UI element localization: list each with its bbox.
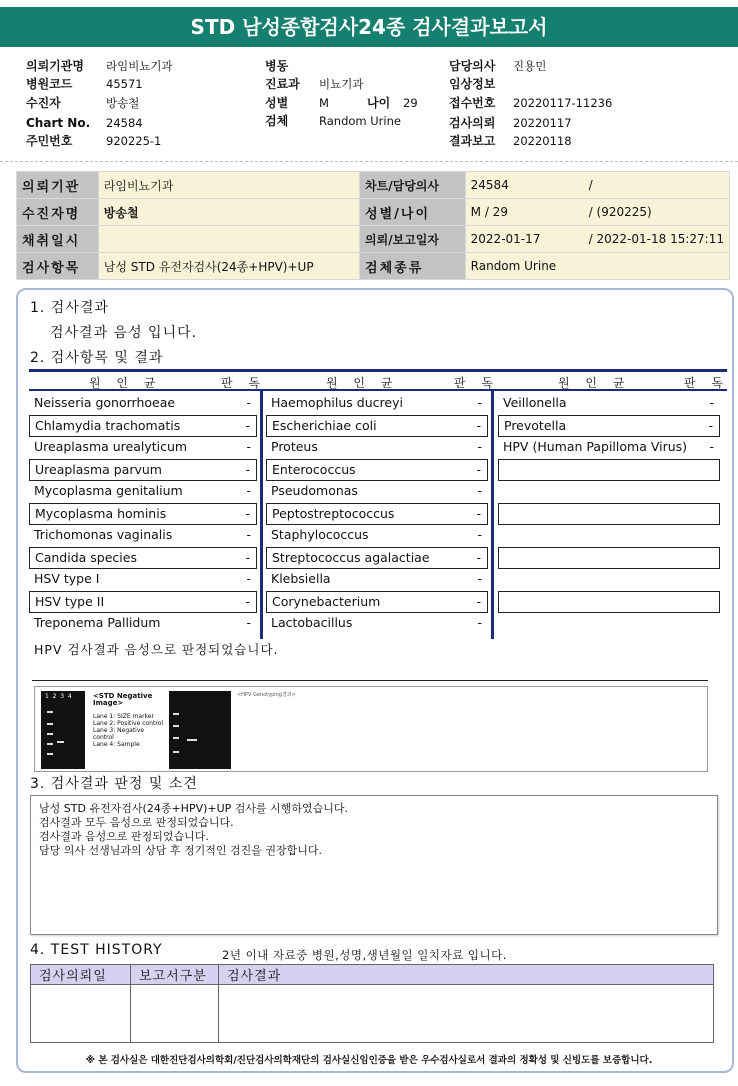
col-header-result: 판 독 [454,376,499,390]
pathogen-result: - [476,550,481,565]
pathogen-row [29,393,257,415]
pathogen-result: - [245,594,250,609]
col-header-pathogen: 원 인 균 [89,376,162,390]
history-cell [131,985,219,1043]
pathogen-name: Candida species [35,550,137,565]
history-note: 2년 이내 자료중 병원,성명,생년월일 일치자료 입니다. [222,948,507,962]
pathogen-name: Veillonella [503,395,567,410]
pathogen-row [266,459,488,481]
pathogen-result: - [246,571,251,586]
info-value [465,253,729,280]
pathogen-name: Trichomonas vaginalis [34,527,173,542]
gel-image [34,686,708,772]
meta-label: 의뢰기관명 [26,59,84,73]
finding-line: 검사결과 음성으로 판정되었습니다. [39,830,209,843]
pathogen-row [29,547,257,569]
meta-value: 24584 [106,116,143,130]
pathogen-row [29,613,257,635]
column-separator [491,391,494,639]
meta-label: 나이 [367,96,391,110]
meta-value: Random Urine [319,114,401,128]
col-header-pathogen: 원 인 균 [326,376,399,390]
meta-value: 29 [403,96,418,110]
info-header: 검체종류 [360,253,466,280]
pathogen-name: Escherichiae coli [272,418,377,433]
pathogen-name: Corynebacterium [272,594,381,609]
pathogen-name: Treponema Pallidum [34,615,161,630]
info-value: 방송철 [98,199,359,226]
info-value-part: / (920225) [588,205,652,219]
pathogen-result: - [245,418,250,433]
gel-caption-line: Lane 1: SIZE marker [93,713,154,720]
pathogen-result: - [246,439,251,454]
section1-result: 검사결과 음성 입니다. [50,325,198,341]
pathogen-name: Staphylococcus [271,527,369,542]
gel-lane-numbers: 1 2 3 4 [45,693,72,700]
hpv-note: HPV 검사결과 음성으로 판정되었습니다. [34,642,279,657]
section4-title: 4. TEST HISTORY [30,942,163,958]
info-value: 라임비뇨기과 [98,172,359,199]
findings-box [30,795,718,935]
meta-label: 접수번호 [449,96,496,110]
pathogen-result: - [245,462,250,477]
pathogen-result: - [477,483,482,498]
meta-value: 비뇨기과 [319,77,364,91]
gel-band [47,711,53,713]
pathogen-row [266,503,488,525]
pathogen-name: Chlamydia trachomatis [35,418,181,433]
info-value [465,199,729,226]
pathogen-name: Proteus [271,439,318,454]
pathogen-row [498,591,720,613]
pathogen-row [266,481,488,503]
meta-label: 결과보고 [449,134,496,148]
meta-label: 주민번호 [26,134,73,148]
meta-value: 라임비뇨기과 [106,59,173,73]
info-value-part: / 2022-01-18 15:27:11 [588,232,724,246]
meta-label: Chart No. [26,116,91,130]
pathogen-name: HSV type II [35,594,105,609]
pathogen-name: Ureaplasma urealyticum [34,439,188,454]
meta-value: 20220117-11236 [513,96,613,110]
info-value-part: Random Urine [470,259,557,273]
pathogen-name: HPV (Human Papilloma Virus) [503,439,688,454]
meta-block [0,0,738,160]
pathogen-row [266,613,488,635]
gel-band [47,733,53,735]
meta-value: 920225-1 [106,134,162,148]
info-value: 남성 STD 유전자검사(24종+HPV)+UP [98,253,359,280]
gel-photo-hpv [169,691,231,769]
gel-band [47,743,53,745]
image-rule [32,680,708,681]
pathogen-name: Enterococcus [272,462,356,477]
info-header: 차트/담당의사 [360,172,466,199]
gel-band [187,739,197,741]
pathogen-result: - [246,483,251,498]
info-header: 수진자명 [17,199,99,226]
pathogen-row [266,591,488,613]
gel-caption [93,693,165,748]
pathogen-result: - [476,462,481,477]
pathogen-row [29,503,257,525]
pathogen-result: - [708,418,713,433]
finding-line: 검사결과 모두 음성으로 판정되었습니다. [39,816,234,829]
gel-band [173,713,179,715]
pathogen-row [29,437,257,459]
pathogen-result: - [709,395,714,410]
pathogen-result: - [476,506,481,521]
info-header: 검사항목 [17,253,99,280]
meta-value: M [319,96,329,110]
pathogen-row [266,547,488,569]
pathogen-row [29,525,257,547]
pathogen-name: Ureaplasma parvum [35,462,162,477]
dashed-divider [0,161,738,162]
gel-caption-line: Lane 3: Negative control [93,727,145,741]
pathogen-name: Klebsiella [271,571,331,586]
pathogen-name: Prevotella [504,418,567,433]
pathogen-row [266,415,488,437]
pathogen-result: - [477,571,482,586]
meta-value: 20220118 [513,134,572,148]
pathogen-row [498,503,720,525]
history-header: 검사결과 [219,965,714,985]
pathogen-row [29,459,257,481]
meta-value: 방송철 [106,96,140,110]
info-value-part: 2022-01-17 [470,232,541,246]
pathogen-row [266,437,488,459]
pathogen-result: - [246,395,251,410]
meta-label: 성별 [265,96,289,110]
history-cell [219,985,714,1043]
column-separator [260,391,263,639]
pathogen-row [498,459,720,481]
meta-value: 45571 [106,77,143,91]
meta-label: 병동 [265,59,289,73]
meta-label: 담당의사 [449,59,496,73]
meta-label: 진료과 [265,77,300,91]
meta-value: 20220117 [513,116,572,130]
pathogen-row [29,481,257,503]
patient-info-table [16,171,730,280]
pathogen-name: Mycoplasma hominis [35,506,167,521]
footer-note: ※ 본 검사실은 대한진단검사의학회/진단검사의학재단의 검사실신임인증을 받은 우수검사실로서 결과의 정확성 및 신빙도를 보증합니다. [85,1055,653,1066]
pathogen-row [498,415,720,437]
meta-label: 임상정보 [449,77,496,91]
section1-title: 1. 검사결과 [30,300,109,316]
report-title: STD 남성종합검사24종 검사결과보고서 [0,7,738,47]
pathogen-result: - [709,439,714,454]
pathogen-result: - [477,439,482,454]
hpv-genotyping-caption: <HPV Genotyping결과> [237,692,296,698]
history-header: 보고서구분 [131,965,219,985]
gel-caption-title: <STD Negative Image> [93,692,153,707]
pathogen-result: - [476,594,481,609]
pathogen-name: HSV type I [34,571,100,586]
info-value-part: 24584 [470,178,509,192]
meta-label: 검체 [265,114,289,128]
pathogen-result: - [476,418,481,433]
info-value-part: M / 29 [470,205,508,219]
pathogen-result: - [477,527,482,542]
pathogen-result: - [477,615,482,630]
info-value [98,226,359,253]
section2-title: 2. 검사항목 및 결과 [30,350,164,366]
pathogen-row [29,591,257,613]
gel-caption-line: Lane 4: Sample [93,741,140,748]
gel-band [173,725,179,727]
gel-photo [41,691,85,769]
info-header: 성별/나이 [360,199,466,226]
info-value [465,226,729,253]
pathogen-row [29,415,257,437]
history-cell [31,985,131,1043]
pathogen-name: Lactobacillus [271,615,353,630]
gel-band [47,753,53,755]
meta-label: 병원코드 [26,77,73,91]
gel-band [57,741,64,743]
info-header: 채취일시 [17,226,99,253]
pathogen-name: Streptococcus agalactiae [272,550,430,565]
pathogen-result: - [246,527,251,542]
pathogen-row [29,569,257,591]
gel-band [173,751,179,753]
meta-label: 수진자 [26,96,61,110]
finding-line: 남성 STD 유전자검사(24종+HPV)+UP 검사를 시행하였습니다. [39,802,349,815]
info-header: 의뢰/보고일자 [360,226,466,253]
history-header: 검사의뢰일 [31,965,131,985]
meta-label: 검사의뢰 [449,116,496,130]
pathogen-result: - [477,395,482,410]
gel-band [47,723,53,725]
info-value-part: / [588,178,593,192]
gel-caption-line: Lane 2: Positive control [93,720,164,727]
pathogen-row [266,393,488,415]
finding-line: 담당 의사 선생님과의 상담 후 정기적인 검진을 권장합니다. [39,844,322,857]
history-table [30,964,714,1043]
pathogen-name: Mycoplasma genitalium [34,483,183,498]
pathogen-name: Pseudomonas [271,483,358,498]
col-header-result: 판 독 [684,376,729,390]
pathogen-name: Neisseria gonorrhoeae [34,395,176,410]
gel-band [173,737,179,739]
pathogen-name: Haemophilus ducreyi [271,395,403,410]
pathogen-name: Peptostreptococcus [272,506,395,521]
pathogen-row [266,569,488,591]
pathogen-result: - [245,550,250,565]
section3-title: 3. 검사결과 판정 및 소견 [30,776,198,792]
pathogen-row [266,525,488,547]
meta-value: 진용민 [513,59,547,73]
info-header: 의뢰기관 [17,172,99,199]
results-grid-header [29,369,727,391]
pathogen-result: - [246,615,251,630]
pathogen-row [498,547,720,569]
pathogen-result: - [245,506,250,521]
pathogen-row [498,437,720,459]
info-value [465,172,729,199]
col-header-pathogen: 원 인 균 [558,376,631,390]
pathogen-row [498,393,720,415]
col-header-result: 판 독 [221,376,266,390]
